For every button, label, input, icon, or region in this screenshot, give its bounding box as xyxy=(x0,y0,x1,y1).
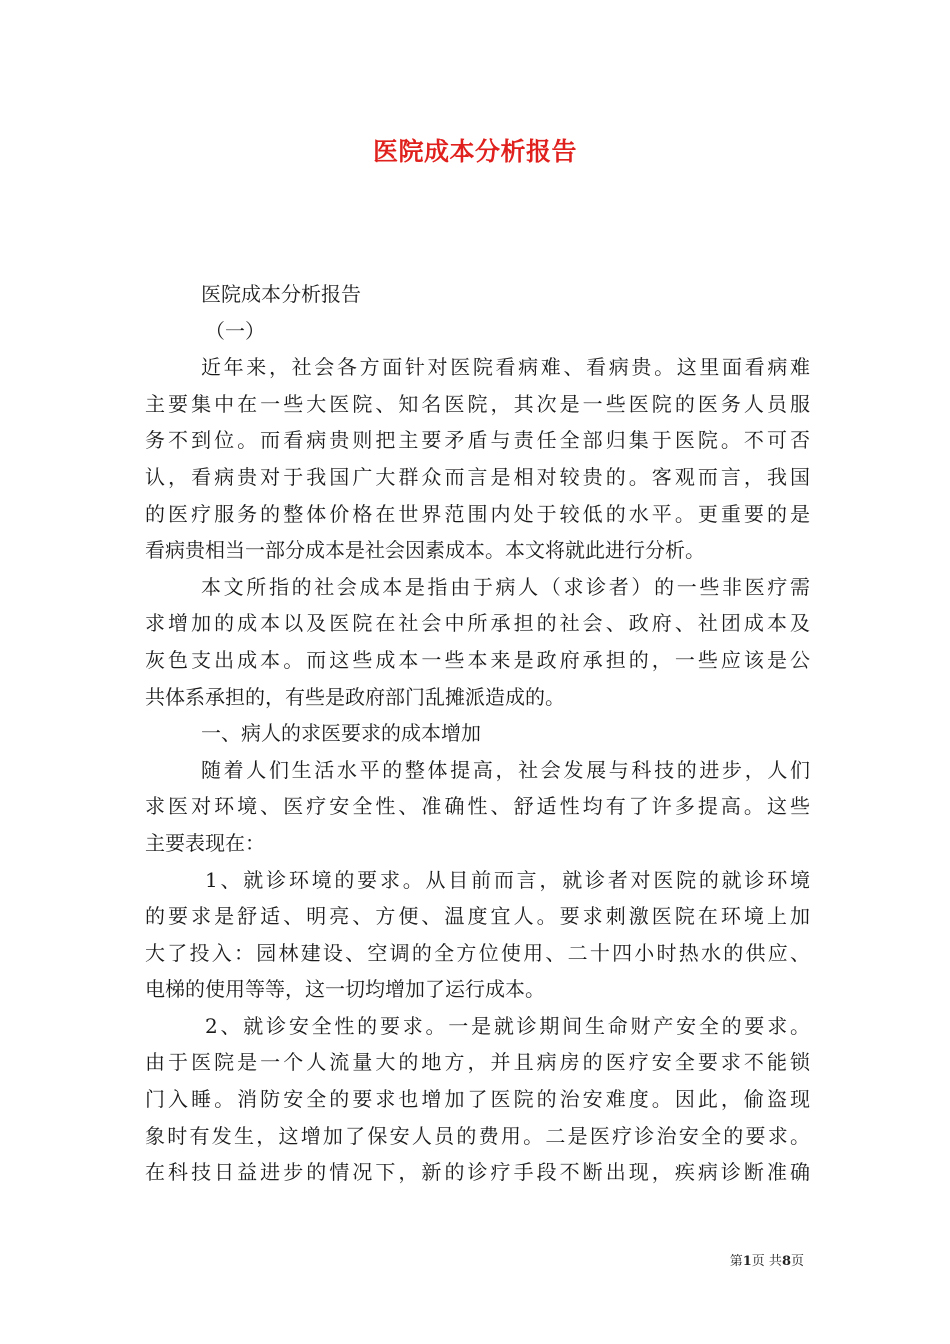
footer-middle: 页 共 xyxy=(751,1254,782,1269)
footer-current-page: 1 xyxy=(742,1254,752,1269)
footer-suffix: 页 xyxy=(790,1254,804,1269)
text-line: 共体系承担的，有些是政府部门乱摊派造成的。 xyxy=(145,684,565,709)
text-line: 求增加的成本以及医院在社会中所承担的社会、政府、社团成本及 xyxy=(145,611,810,636)
text-line: 2、就诊安全性的要求。一是就诊期间生命财产安全的要求。 xyxy=(205,1013,810,1038)
page-title: 医院成本分析报告 xyxy=(372,137,577,166)
page-footer xyxy=(730,1250,804,1269)
text-line: 1、就诊环境的要求。从目前而言，就诊者对医院的就诊环境 xyxy=(205,867,810,892)
text-line: 医院成本分析报告 xyxy=(201,282,361,306)
text-line: 门入睡。消防安全的要求也增加了医院的治安难度。因此，偷盗现 xyxy=(145,1087,810,1112)
text-line: 求医对环境、医疗安全性、准确性、舒适性均有了许多提高。这些 xyxy=(145,794,810,819)
text-line: 电梯的使用等等，这一切均增加了运行成本。 xyxy=(145,977,545,1002)
footer-total-pages: 8 xyxy=(781,1254,791,1269)
document-body xyxy=(145,276,810,1191)
text-line: 一、病人的求医要求的成本增加 xyxy=(201,721,481,746)
text-line: 务不到位。而看病贵则把主要矛盾与责任全部归集于医院。不可否 xyxy=(145,428,810,453)
text-line: 由于医院是一个人流量大的地方，并且病房的医疗安全要求不能锁 xyxy=(145,1050,810,1075)
text-line: 的医疗服务的整体价格在世界范围内处于较低的水平。更重要的是 xyxy=(145,501,810,526)
text-line: 的要求是舒适、明亮、方便、温度宜人。要求刺激医院在环境上加 xyxy=(145,904,810,929)
text-line: 看病贵相当一部分成本是社会因素成本。本文将就此进行分析。 xyxy=(145,538,705,563)
text-line: 灰色支出成本。而这些成本一些本来是政府承担的，一些应该是公 xyxy=(145,647,810,672)
text-line: 主要表现在： xyxy=(145,830,265,855)
text-line: 认，看病贵对于我国广大群众而言是相对较贵的。客观而言，我国 xyxy=(145,464,810,489)
footer-prefix: 第 xyxy=(729,1254,743,1269)
text-line: （一） xyxy=(205,318,265,343)
text-line: 大了投入：园林建设、空调的全方位使用、二十四小时热水的供应、 xyxy=(145,940,810,965)
text-line: 在科技日益进步的情况下，新的诊疗手段不断出现，疾病诊断准确 xyxy=(145,1160,810,1185)
text-line: 随着人们生活水平的整体提高，社会发展与科技的进步，人们 xyxy=(201,757,810,782)
text-line: 本文所指的社会成本是指由于病人（求诊者）的一些非医疗需 xyxy=(201,574,810,599)
text-line: 近年来，社会各方面针对医院看病难、看病贵。这里面看病难 xyxy=(201,355,810,380)
text-line: 象时有发生，这增加了保安人员的费用。二是医疗诊治安全的要求。 xyxy=(145,1123,810,1148)
text-line: 主要集中在一些大医院、知名医院，其次是一些医院的医务人员服 xyxy=(145,391,810,416)
